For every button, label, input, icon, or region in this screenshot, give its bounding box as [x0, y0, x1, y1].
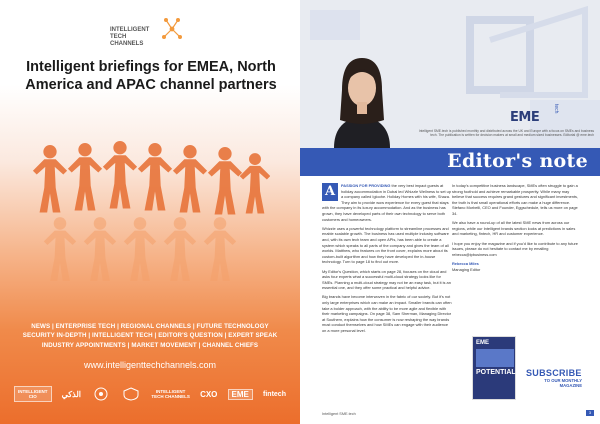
tagline-line-3: INDUSTRY APPOINTMENTS | MARKET MOVEMENT | CHANNEL CHIEFS [41, 341, 259, 349]
brand-line: CXO [200, 389, 218, 399]
tagline-line-2: SECURITY IN-DEPTH | INTELLIGENT TECH | EDITOR'S QUESTION | EXPERT SPEAK [22, 332, 278, 340]
paragraph-3: My Editor's Question, which starts on page 28, focuses on the cloud and asks four experts what a successful multi-cloud strategy looks like for SMEs. Planning a multi-cloud strategy may not be an easy task, but it is an essential one, and they offer some practical and helpful advice. [322, 268, 451, 291]
paragraph-7: I hope you enjoy the magazine and if you'd like to contribute to any future issues, please do not hesitate to contact me by emailing rebecca@ipbusiness.com [452, 240, 578, 257]
subscribe-subtitle: TO OUR MONTHLY MAGAZINE [544, 378, 582, 389]
drop-cap: A [322, 183, 338, 201]
brand-line: INTELLIGENT [18, 389, 48, 394]
subscribe-title[interactable]: SUBSCRIBE [526, 368, 582, 378]
brand-logo-fintech [263, 392, 286, 397]
brand-logo-arabic [61, 389, 81, 399]
hero-image [300, 0, 600, 148]
paragraph-6: We also have a round-up of all the latest SME news from across our regions, while our Intelligent brands section looks at predictions in sales and marketing, fintech, HR and customer experience. [452, 220, 576, 237]
page-footer: Intelligent SME.tech [322, 412, 356, 416]
brand-line: EME [231, 389, 249, 399]
brand-line: CIO [28, 394, 37, 399]
signoff-role: Managing Editor [452, 266, 481, 272]
brand-line: الذكي [61, 389, 81, 399]
subscribe-callout[interactable] [526, 368, 592, 389]
logo-text [110, 27, 160, 48]
eme-logo: EME [510, 110, 540, 125]
magazine-cover-logo: EME [476, 340, 490, 346]
circuit-logo-icon [160, 16, 184, 42]
brand-logo-shield-icon [121, 387, 141, 401]
magazine-cover-photo [476, 349, 514, 367]
brand-line: fintech [263, 390, 286, 398]
paragraph-2: Whizzle uses a powerful technology platform to streamline processes and enable scalable growth. The business has used multiple industry software and, with its own tech team and open APIs, has been able to create a system which speaks to all parts of the company and gives the team of all worlds. Matthew, who features on the front cover, explains more about its custom-built algorithm and how they have developed the in-house technology. Turn to page 18 to find out more. [322, 225, 449, 265]
paragraph-1 [322, 183, 452, 222]
brand-logo-intelligent-tech-channels [151, 389, 190, 399]
brand-logo-cxo [200, 389, 218, 399]
intelligent-tech-channels-logo [110, 14, 190, 48]
hero-caption: Intelligent SME.tech is published monthly and distributed across the UK and Europe with a focus on SMEs and business tech. The publication is written for decision makers at small and medium sized businesses. Editorial @ eme.tech [418, 129, 594, 138]
brand-logos [14, 382, 286, 406]
brand-logo-emblem-icon [91, 387, 111, 401]
brand-logo-intelligent-cio [14, 386, 52, 402]
page-number: 3 [586, 410, 594, 416]
editor-portrait-image [320, 50, 404, 148]
magazine-cover-title: POTENTIAL [476, 369, 516, 376]
title-bar [300, 148, 600, 176]
paragraph-5: In today's competitive business landscape, SMEs often struggle to gain a strong foothold and achieve remarkable prosperity. While many may believe that success requires grand gestures and significant investments, the truth is that small operational efforts can make a huge difference. Stefano Morbelli, CEO and Founder, Eggschedule, tells us more on page 34. [452, 183, 579, 216]
magazine-cover-image[interactable] [472, 336, 516, 400]
advert-headline: Intelligent briefings for EMEA, North America and APAC channel partners [25, 59, 277, 93]
paper-people-chain-image [30, 104, 270, 304]
paragraph-4: Big brands have become interwoven in the fabric of our society. But it's not only large enterprises which can make an impact. Smaller brands can often take a bolder approach, with the ability to be more agile and flexible with their marketing campaigns. On page 38, Sam Sherman, Managing Director at Southern, explains how the consumer is now reshaping the way brands must conduct themselves and how SMEs can engage with their audience on a more personal level. [322, 294, 452, 334]
logo-line-1: INTELLIGENT [110, 27, 150, 33]
eme-logo-suffix: tech [553, 104, 559, 114]
logo-line-2: TECH CHANNELS [110, 34, 144, 47]
page-title: Editor's note [447, 150, 588, 172]
signoff-name: Rebecca Miles [452, 260, 479, 266]
editors-note-page [300, 0, 600, 424]
advert-tagline [10, 322, 290, 350]
brand-logo-eme [228, 389, 253, 400]
paragraph-1-text: the very best impact guests at holiday accommodation in Dubai led Whizzle Wellness to set up a company called Igloohe. Holiday Homes with his wife, Shaza. They aim to provide wow experience for every guest that stays with the company in its luxury accommodation. And as the business has grown, they have developed parts of their own technology to serve both customers and homeowners. [322, 183, 452, 222]
advert-url[interactable]: www.intelligenttechchannels.com [83, 360, 217, 370]
lead-in-caps: PASSION FOR PROVIDING [341, 183, 391, 188]
column-left [322, 183, 452, 337]
brand-line: INTELLIGENT [155, 389, 186, 394]
brand-line: TECH CHANNELS [151, 394, 190, 399]
column-right [452, 183, 582, 272]
tagline-line-1: NEWS | ENTERPRISE TECH | REGIONAL CHANNELS | FUTURE TECHNOLOGY [31, 323, 269, 330]
